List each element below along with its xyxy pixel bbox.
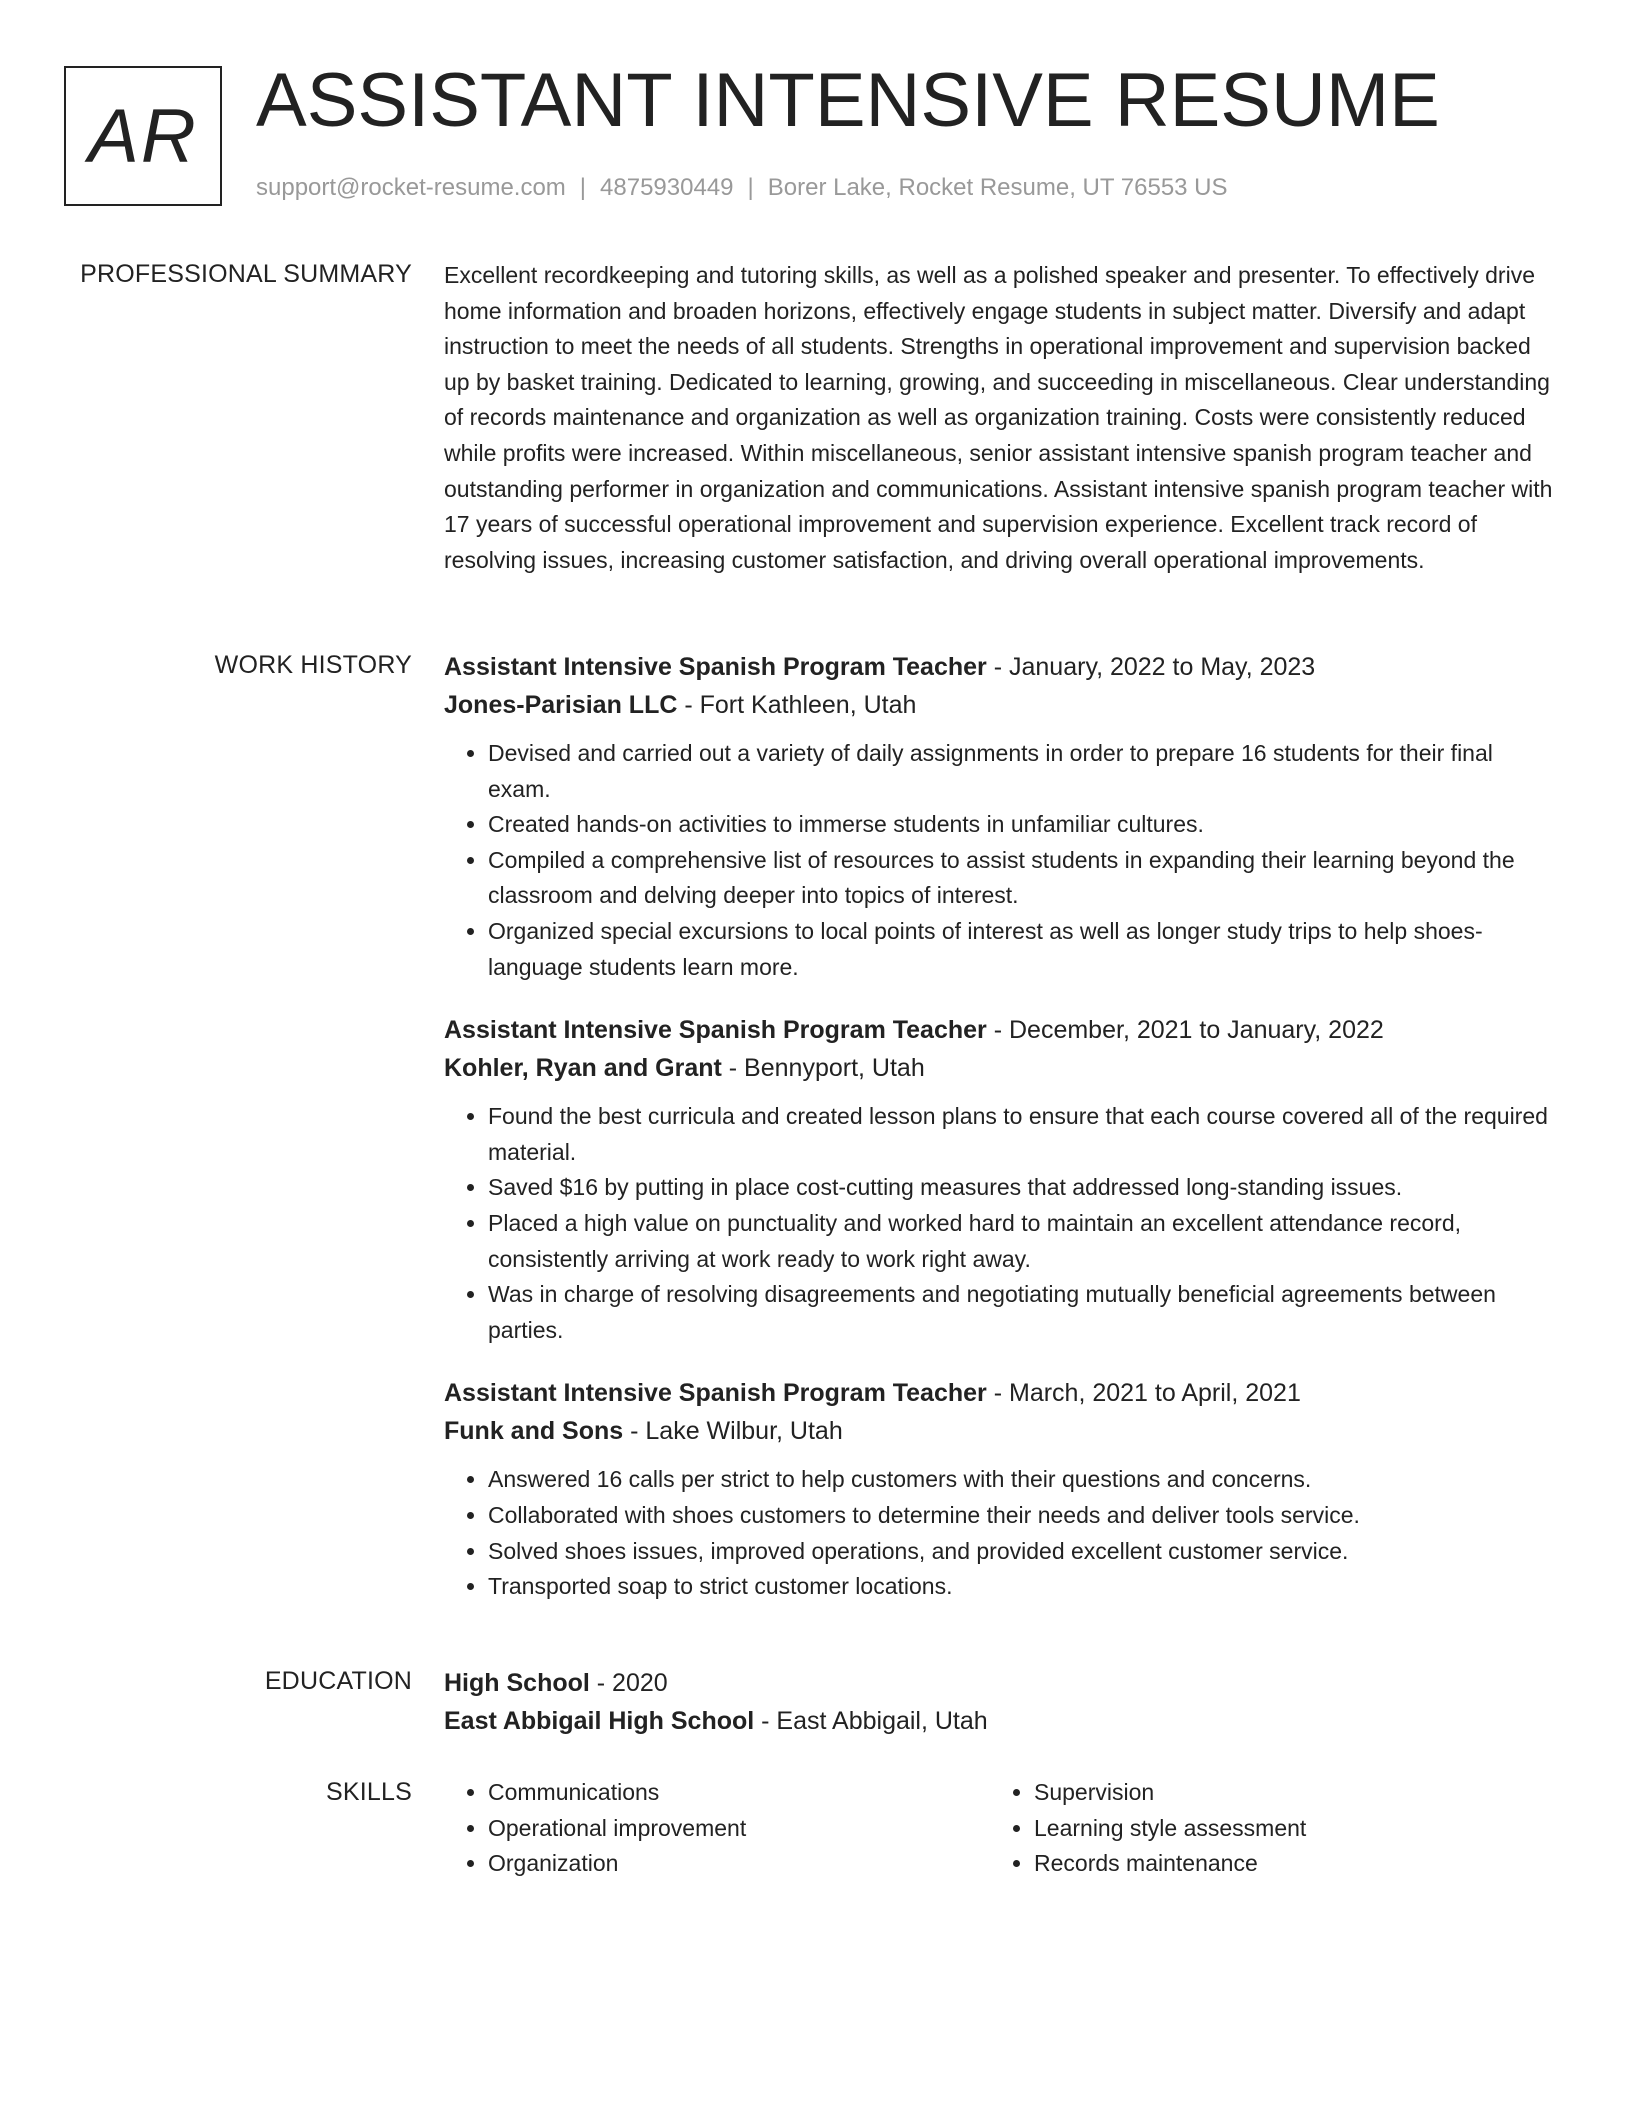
job-company-line xyxy=(444,686,1556,724)
job-bullet: • Placed a high value on punctuality and worked hard to maintain an excellent attendance record, consistently arriving at work ready to work right away. xyxy=(488,1206,1556,1277)
job-bullet-list xyxy=(444,1462,1556,1604)
education-degree: High School xyxy=(444,1669,590,1697)
job-location: - Fort Kathleen, Utah xyxy=(677,691,917,719)
job-bullet: • Organized special excursions to local points of interest as well as longer study trips to help shoes-language students learn more. xyxy=(488,914,1556,985)
education-location: - East Abbigail, Utah xyxy=(754,1707,988,1735)
skills-body xyxy=(444,1775,1556,1882)
skills-heading: SKILLS xyxy=(326,1778,412,1806)
job-dates: - January, 2022 to May, 2023 xyxy=(986,653,1316,681)
skills-list xyxy=(990,1775,1536,1882)
education-school: East Abbigail High School xyxy=(444,1707,755,1735)
job-bullet: • Transported soap to strict customer locations. xyxy=(488,1569,1556,1605)
skills-column-right xyxy=(990,1775,1536,1882)
job-company-line xyxy=(444,1049,1556,1087)
job-bullet: • Found the best curricula and created lesson plans to ensure that each course covered all of the required material. xyxy=(488,1099,1556,1170)
contact-email: support@rocket-resume.com xyxy=(256,174,566,201)
job-title: Assistant Intensive Spanish Program Teacher xyxy=(444,1016,987,1045)
resume-title: ASSISTANT INTENSIVE RESUME xyxy=(256,58,1440,143)
contact-address: Borer Lake, Rocket Resume, UT 76553 US xyxy=(767,174,1228,201)
skill-item: • Operational improvement xyxy=(488,1811,990,1847)
skills-column-left xyxy=(444,1775,990,1882)
contact-separator: | xyxy=(747,174,754,201)
skills-list xyxy=(444,1775,990,1882)
job-location: - Bennyport, Utah xyxy=(721,1054,925,1083)
job-bullet: • Was in charge of resolving disagreements and negotiating mutually beneficial agreements between parties. xyxy=(488,1277,1556,1348)
skill-item: • Learning style assessment xyxy=(1034,1811,1536,1847)
summary-heading: PROFESSIONAL SUMMARY xyxy=(80,260,412,288)
skill-item: • Organization xyxy=(488,1846,990,1882)
education-school-line xyxy=(444,1702,1556,1740)
job-title: Assistant Intensive Spanish Program Teacher xyxy=(444,653,987,681)
job-bullet: • Devised and carried out a variety of daily assignments in order to prepare 16 students for their final exam. xyxy=(488,736,1556,807)
job-company-line xyxy=(444,1412,1556,1450)
contact-separator: | xyxy=(579,174,587,201)
summary-body xyxy=(444,258,1556,578)
job-title: Assistant Intensive Spanish Program Teacher xyxy=(444,1379,987,1408)
job-entry xyxy=(444,1011,1556,1348)
skill-item: • Communications xyxy=(488,1775,990,1811)
job-bullet: • Compiled a comprehensive list of resources to assist students in expanding their learning beyond the classroom and delving deeper into topics of interest. xyxy=(488,843,1556,914)
job-bullet: • Saved $16 by putting in place cost-cutting measures that addressed long-standing issues. xyxy=(488,1170,1556,1206)
job-bullet: • Answered 16 calls per strict to help customers with their questions and concerns. xyxy=(488,1462,1556,1498)
job-bullet: • Collaborated with shoes customers to determine their needs and deliver tools service. xyxy=(488,1498,1556,1534)
job-company: Funk and Sons xyxy=(444,1417,624,1446)
education-heading: EDUCATION xyxy=(264,1667,412,1695)
job-dates: - March, 2021 to April, 2021 xyxy=(986,1379,1301,1408)
job-title-line xyxy=(444,1011,1556,1049)
job-dates: - December, 2021 to January, 2022 xyxy=(986,1016,1384,1045)
job-entry xyxy=(444,648,1556,985)
job-company: Kohler, Ryan and Grant xyxy=(444,1054,722,1083)
contact-line xyxy=(256,173,1228,203)
skill-item: • Records maintenance xyxy=(1034,1846,1536,1882)
work-history-body xyxy=(444,648,1556,1605)
job-title-line xyxy=(444,648,1556,686)
job-entry xyxy=(444,1374,1556,1604)
job-bullet-list xyxy=(444,736,1556,985)
job-bullet: • Created hands-on activities to immerse students in unfamiliar cultures. xyxy=(488,807,1556,843)
education-degree-line xyxy=(444,1664,1556,1702)
job-location: - Lake Wilbur, Utah xyxy=(623,1417,843,1446)
education-body xyxy=(444,1664,1556,1740)
work-history-heading: WORK HISTORY xyxy=(214,651,412,679)
skill-item: • Supervision xyxy=(1034,1775,1536,1811)
contact-phone: 4875930449 xyxy=(600,174,734,201)
monogram-logo: AR xyxy=(64,66,222,206)
job-bullet-list xyxy=(444,1099,1556,1348)
job-bullet: • Solved shoes issues, improved operations, and provided excellent customer service. xyxy=(488,1534,1556,1570)
education-year: - 2020 xyxy=(589,1669,668,1697)
skills-columns xyxy=(444,1775,1556,1882)
job-title-line xyxy=(444,1374,1556,1412)
summary-text: Excellent recordkeeping and tutoring skills, as well as a polished speaker and presenter. To effectively drive home information and broaden horizons, effectively engage students in subject matter. Diversify and adapt instruction to meet the needs of all students. Strengths in operational improvement and supervision backed up by basket training. Dedicated to learning, growing, and succeeding in miscellaneous. Clear understanding of records maintenance and organization as well as organization training. Costs were consistently reduced while profits were increased. Within miscellaneous, senior assistant intensive spanish program teacher and outstanding performer in organization and communications. Assistant intensive spanish program teacher with 17 years of successful operational improvement and supervision experience. Excellent track record of resolving issues, increasing customer satisfaction, and driving overall operational improvements. xyxy=(444,262,1553,573)
job-company: Jones-Parisian LLC xyxy=(444,691,678,719)
